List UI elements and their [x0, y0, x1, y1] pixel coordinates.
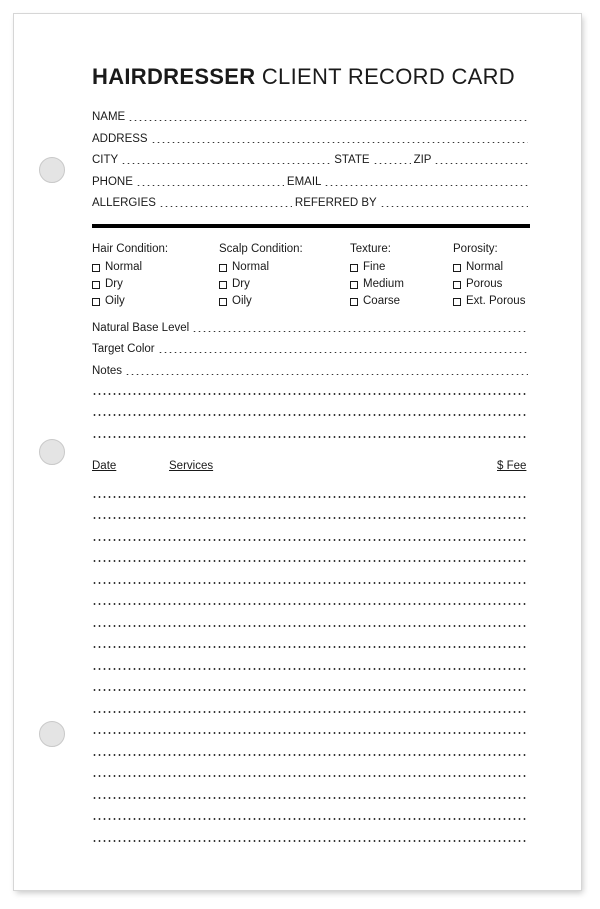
service-line[interactable]: [92, 646, 528, 648]
email-label: EMAIL: [286, 176, 322, 188]
scalp-dry-option[interactable]: [219, 276, 303, 293]
section-divider: [92, 224, 530, 228]
notes-line[interactable]: [92, 414, 528, 416]
service-line[interactable]: [92, 797, 528, 799]
service-line[interactable]: [92, 582, 528, 584]
service-line[interactable]: [92, 517, 528, 519]
service-line[interactable]: [92, 668, 528, 670]
binder-hole: [39, 157, 65, 183]
phone-label: PHONE: [92, 176, 133, 188]
allergies-label: ALLERGIES: [92, 197, 156, 209]
referred-by-label: REFERRED BY: [294, 197, 377, 209]
service-line[interactable]: [92, 754, 528, 756]
checkbox-icon[interactable]: [92, 264, 100, 272]
texture-coarse-option[interactable]: [350, 293, 404, 310]
fee-header: $ Fee: [497, 460, 527, 472]
hair-condition-label: Hair Condition:: [92, 243, 169, 255]
service-line[interactable]: [92, 711, 528, 713]
checkbox-icon[interactable]: [219, 264, 227, 272]
checkbox-icon[interactable]: [453, 281, 461, 289]
checkbox-icon[interactable]: [453, 298, 461, 306]
city-row: [92, 152, 528, 168]
option-label: Ext. Porous: [466, 295, 526, 307]
texture-label: Texture:: [350, 243, 391, 255]
service-line[interactable]: [92, 732, 528, 734]
option-label: Oily: [105, 295, 125, 307]
phone-field[interactable]: [136, 185, 284, 186]
notes-line[interactable]: [92, 393, 528, 395]
name-field[interactable]: [128, 120, 528, 121]
address-field[interactable]: [151, 142, 528, 143]
checkbox-icon[interactable]: [92, 281, 100, 289]
city-field[interactable]: [121, 163, 331, 164]
option-label: Coarse: [363, 295, 401, 307]
date-header: Date: [92, 460, 117, 472]
name-label: NAME: [92, 111, 126, 123]
title-bold: HAIRDRESSER: [92, 64, 256, 89]
option-label: Porous: [466, 278, 503, 290]
address-row: [92, 131, 528, 147]
state-label: STATE: [334, 154, 370, 166]
hair-dry-option[interactable]: [92, 276, 168, 293]
scalp-condition-label: Scalp Condition:: [219, 243, 303, 255]
binder-hole: [39, 439, 65, 465]
texture-group: [350, 242, 404, 310]
porosity-porous-option[interactable]: [453, 276, 525, 293]
phone-row: [92, 174, 528, 190]
allergies-field[interactable]: [159, 206, 292, 207]
notes-label: Notes: [92, 365, 123, 377]
hair-oily-option[interactable]: [92, 293, 168, 310]
binder-hole: [39, 721, 65, 747]
service-line[interactable]: [92, 775, 528, 777]
scalp-normal-option[interactable]: [219, 259, 303, 276]
service-line[interactable]: [92, 840, 528, 842]
services-header: Services: [169, 460, 214, 472]
hair-condition-group: [92, 242, 168, 310]
service-line[interactable]: [92, 818, 528, 820]
natural-base-field[interactable]: [192, 331, 528, 332]
service-line[interactable]: [92, 539, 528, 541]
target-color-row: [92, 341, 528, 357]
hair-normal-option[interactable]: [92, 259, 168, 276]
service-line[interactable]: [92, 496, 528, 498]
checkbox-icon[interactable]: [219, 281, 227, 289]
checkbox-icon[interactable]: [219, 298, 227, 306]
city-label: CITY: [92, 154, 119, 166]
option-label: Fine: [363, 261, 386, 273]
option-label: Dry: [232, 278, 250, 290]
notes-field[interactable]: [125, 374, 528, 375]
name-row: [92, 109, 528, 125]
scalp-condition-group: [219, 242, 303, 310]
notes-line[interactable]: [92, 436, 528, 438]
target-color-field[interactable]: [158, 352, 528, 353]
address-label: ADDRESS: [92, 133, 148, 145]
referred-by-field[interactable]: [380, 206, 528, 207]
checkbox-icon[interactable]: [453, 264, 461, 272]
service-line[interactable]: [92, 689, 528, 691]
card-title: [92, 64, 515, 90]
option-label: Medium: [363, 278, 404, 290]
option-label: Normal: [105, 261, 143, 273]
checkbox-icon[interactable]: [350, 281, 358, 289]
title-rest: CLIENT RECORD CARD: [255, 64, 515, 89]
allergies-row: [92, 195, 528, 211]
texture-fine-option[interactable]: [350, 259, 404, 276]
option-label: Normal: [232, 261, 270, 273]
porosity-ext-porous-option[interactable]: [453, 293, 525, 310]
zip-label: ZIP: [413, 154, 432, 166]
texture-medium-option[interactable]: [350, 276, 404, 293]
zip-field[interactable]: [434, 163, 528, 164]
porosity-normal-option[interactable]: [453, 259, 525, 276]
target-color-label: Target Color: [92, 343, 155, 355]
email-field[interactable]: [324, 185, 528, 186]
natural-base-row: [92, 320, 528, 336]
state-field[interactable]: [373, 163, 411, 164]
natural-base-label: Natural Base Level: [92, 322, 190, 334]
porosity-group: [453, 242, 525, 310]
checkbox-icon[interactable]: [92, 298, 100, 306]
checkbox-icon[interactable]: [350, 264, 358, 272]
option-label: Oily: [232, 295, 252, 307]
notes-row: [92, 363, 528, 379]
option-label: Normal: [466, 261, 504, 273]
service-line[interactable]: [92, 603, 528, 605]
option-label: Dry: [105, 278, 123, 290]
scalp-oily-option[interactable]: [219, 293, 303, 310]
porosity-label: Porosity:: [453, 243, 498, 255]
checkbox-icon[interactable]: [350, 298, 358, 306]
service-line[interactable]: [92, 625, 528, 627]
service-line[interactable]: [92, 560, 528, 562]
